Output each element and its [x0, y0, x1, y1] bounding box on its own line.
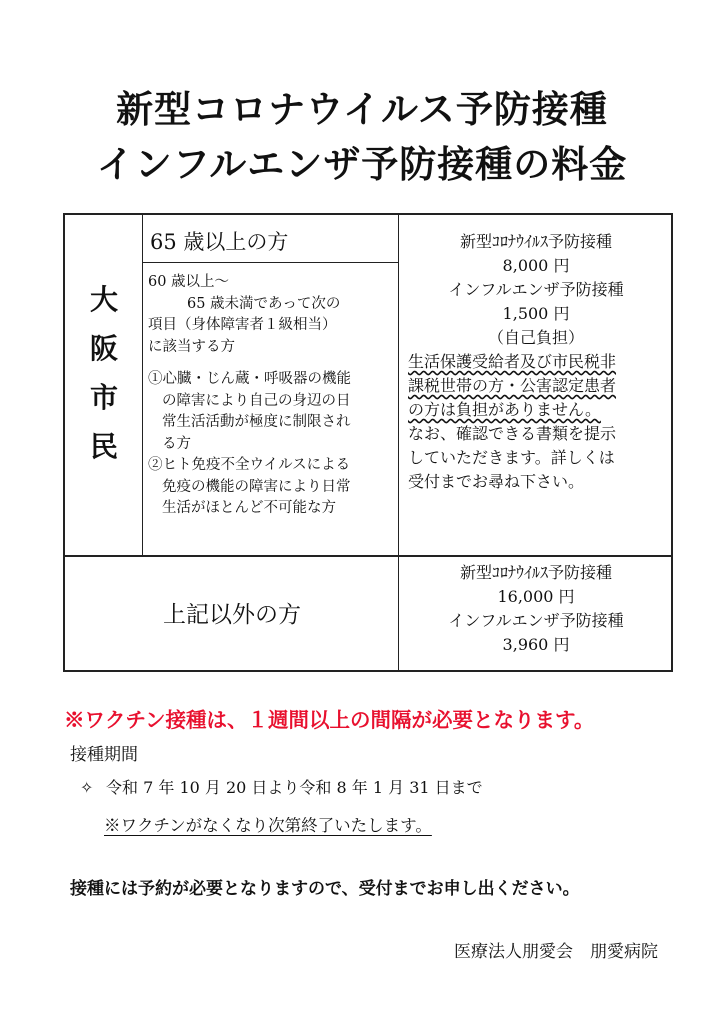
condition-item: ①心臓・じん蔵・呼吸器の機能 [148, 371, 351, 387]
interval-warning: ※ワクチン接種は、１週間以上の間隔が必要となります。 [64, 708, 595, 732]
fees-other [400, 561, 672, 657]
condition-item: ②ヒト免疫不全ウイルスによる [148, 457, 351, 473]
hospital-name: 医療法人朋愛会 朋愛病院 [454, 942, 658, 962]
covid-label: 新型ｺﾛﾅｳｲﾙｽ予防接種 [459, 232, 612, 251]
period-text: 令和 7 年 10 月 20 日より令和 8 年 1 月 31 日まで [106, 778, 483, 797]
city-label [66, 275, 142, 471]
age-header: 65 歳以上の方 [150, 230, 289, 254]
flu-price: 3,960 円 [502, 635, 570, 654]
reservation-note: 接種には予約が必要となりますので、受付までお申し出ください。 [70, 879, 580, 899]
covid-label: 新型ｺﾛﾅｳｲﾙｽ予防接種 [459, 563, 612, 582]
condition-item: の障害により自己の身辺の日 [162, 392, 351, 409]
eligibility-conditions [148, 272, 393, 520]
confirm-line: 受付までお尋ね下さい。 [408, 472, 585, 491]
stock-note: ※ワクチンがなくなり次第終了いたします。 [104, 816, 432, 835]
covid-price: 16,000 円 [497, 587, 575, 606]
city-char: 民 [89, 430, 118, 463]
page-title-line2: インフルエンザ予防接種の料金 [96, 142, 628, 186]
table-divider-age [142, 262, 398, 263]
table-divider-col2 [398, 213, 399, 672]
fees-senior [400, 230, 672, 494]
condition-line: 65 歳未満であって次の [187, 295, 341, 312]
page-title-line1: 新型コロナウイルス予防接種 [116, 87, 608, 131]
condition-item: 生活がほとんど不可能な方 [162, 500, 336, 516]
table-border-left [63, 213, 65, 672]
flu-price: 1,500 円 [502, 304, 570, 323]
confirm-line: していただきます。詳しくは [408, 448, 615, 467]
condition-item: 常生活活動が極度に制限され [162, 414, 351, 430]
exemption-note [400, 350, 672, 494]
exemption-line: 生活保護受給者及び市民税非 [408, 352, 617, 371]
city-char: 市 [89, 381, 118, 414]
condition-item: 免疫の機能の障害により日常 [162, 478, 351, 495]
table-divider-col1 [142, 213, 143, 555]
condition-item: る方 [162, 435, 191, 452]
self-pay-note: （自己負担） [487, 328, 584, 347]
period [80, 775, 483, 798]
city-char: 阪 [89, 332, 118, 365]
exemption-line: の方は負担がありません。 [408, 400, 601, 419]
city-char: 大 [89, 283, 118, 316]
exemption-line: 課税世帯の方・公害認定患者 [408, 376, 617, 395]
sparkle-icon: ✧ [80, 778, 94, 797]
other-people-label: 上記以外の方 [163, 602, 301, 628]
condition-line: 項目（身体障害者１級相当） [148, 317, 337, 333]
condition-line: に該当する方 [148, 338, 235, 355]
covid-price: 8,000 円 [502, 256, 570, 275]
table-divider-row [63, 555, 673, 557]
condition-line: 60 歳以上～ [148, 274, 230, 290]
table-border-bottom [63, 670, 673, 672]
period-label: 接種期間 [70, 745, 138, 765]
confirm-line: なお、確認できる書類を提示 [408, 424, 617, 443]
flu-label: インフルエンザ予防接種 [448, 611, 624, 630]
flu-label: インフルエンザ予防接種 [448, 280, 624, 299]
table-border-top [63, 213, 673, 215]
